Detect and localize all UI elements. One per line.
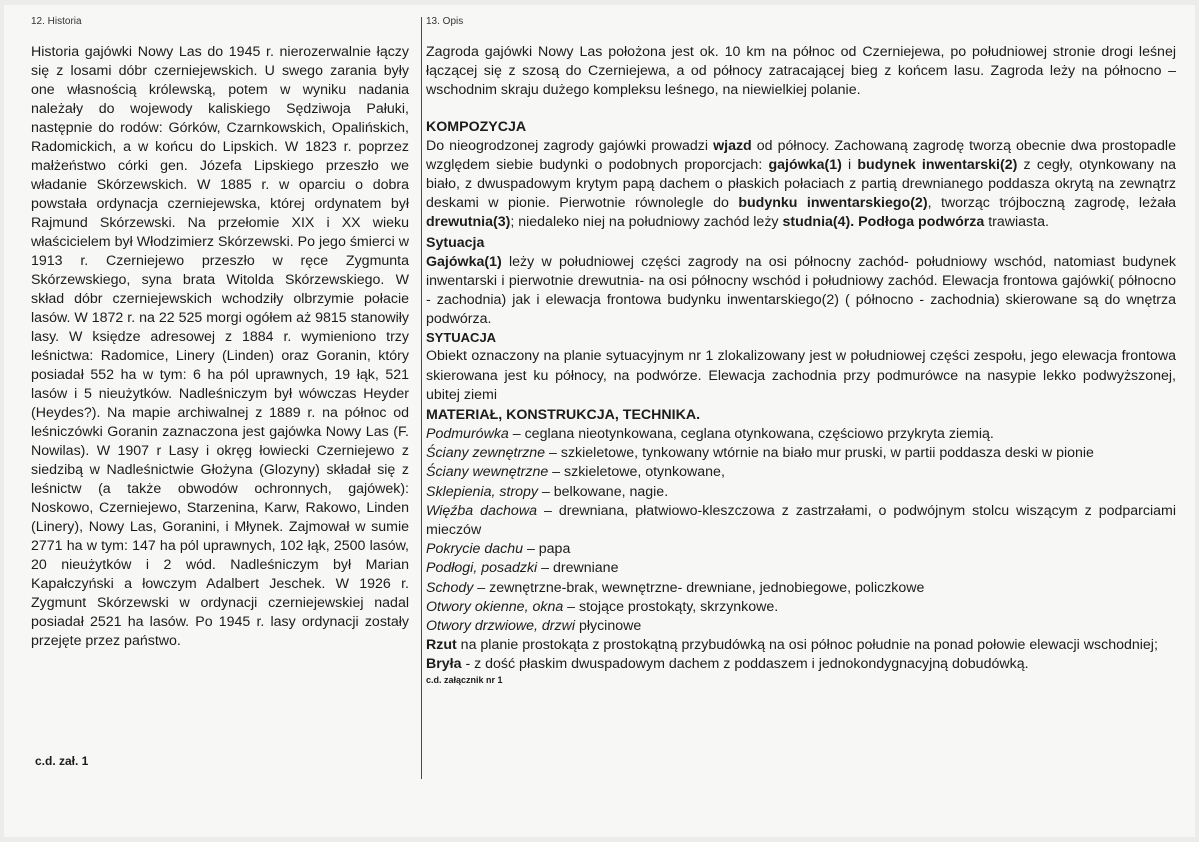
material-item: Otwory drzwiowe, drzwi płycinowe <box>426 618 642 635</box>
history-section-label: 12. Historia <box>31 16 82 27</box>
history-continued-note: c.d. zał. 1 <box>35 754 89 768</box>
description-column <box>426 16 1176 686</box>
material-list <box>426 425 1176 636</box>
column-divider <box>421 17 422 779</box>
material-item: Więźba dachowa – drewniana, płatwiowo-kleszczowa z zastrzałami, o podwójnym stolcu wiszącym z podparciami mieczów <box>426 502 1176 539</box>
description-continued-note: c.d. załącznik nr 1 <box>426 674 503 685</box>
material-item: Podłogi, posadzki – drewniane <box>426 560 619 577</box>
sytuacja-caps-paragraph: Obiekt oznaczony na planie sytuacyjnym nr 1 zlokalizowany jest w południowej części zespołu, jego elewacja frontowa skierowana jest ku północy, na podwórze. Elewacja zachodnia przy podmurówce na nasypie lekko podwyższonej, ubitej ziemi <box>426 348 1176 403</box>
material-heading: MATERIAŁ, KONSTRUKCJA, TECHNIKA. <box>426 407 701 424</box>
history-body: Historia gajówki Nowy Las do 1945 r. nierozerwalnie łączy się z losami dóbr czerniejewskich. U swego zarania były one własnością królewską, potem w wyniku nadania należały do wojewody kaliskiego Sędziwoja Pałuki, następnie do rodów: Górków, Czarnkowskich, Opalińskich, Radomickich, a w końcu do Lipskich. W 1823 r. poprzez małżeństwo córki gen. Józefa Lipskiego przeszło we władanie Skórzewskich. W 1885 r. w oparciu o dobra powstała ordynacja czerniejewska, której ordynatem był Rajmund Skórzewski. Na przełomie XIX i XX wieku właścicielem był Włodzimierz Skórzewski. Po jego śmierci w 1913 r. Czerniejewo przeszło w ręce Zygmunta Skórzewskiego, syna brata Witolda Skórzewskiego. W skład dóbr czerniejewskich wchodziły olbrzymie połacie lasów. W 1872 r. na 22 525 morgi ogółem aż 9815 stanowiły lasy. W księdze adresowej z 1884 r. wymieniono trzy leśnictwa: Radomice, Linery (Linden) oraz Goranin, który posiadał 552 ha w tym: 6 ha pól uprawnych, 19 łąk, 521 lasów i 5 nieużytków. Nadleśniczym był wówczas Heyder (Heydes?). Na mapie archiwalnej z 1889 r. na północ od leśniczówki Goranin zaznaczona jest gajówka Nowy Las (F. Nowilas). W 1907 r Lasy i okręg łowiecki Czerniejewo z siedzibą w Nadleśnictwie Głożyna (Glozyny) składał się z leśnictw (a także obwodów ochronnych, gajówek): Noskowo, Czerniejewo, Starzenina, Karw, Rakowo, Linden (Linery), Nowy Las, Goranini, i Młynek. Zajmował w sumie 2771 ha w tym: 147 ha pól uprawnych, 102 łąk, 2500 lasów, 20 nieużytków i 2 wód. Nadleśniczym był Marian Kapałczyński a łowczym Adalbert Jeschek. W 1926 r. Zygmunt Skórzewski w ordynacji czerniejewskiej nadal posiadał 2521 ha lasów. Po 1945 r. lasy ordynacji zostały przejęte przez państwo. <box>31 44 409 649</box>
intro-paragraph: Zagroda gajówki Nowy Las położona jest ok. 10 km na północ od Czerniejewa, po południowej stronie drogi leśnej łączącej się z szosą do Czerniejewa, a od północy zatracającej bieg z końcem lasu. Zagroda leży na północno – wschodnim skraju dużego kompleksu leśnego, na niewielkiej polanie. <box>426 44 1176 99</box>
description-body <box>426 43 1176 686</box>
material-item: Podmurówka – ceglana nieotynkowana, ceglana otynkowana, częściowo przykryta ziemią. <box>426 426 994 443</box>
document-sheet <box>4 5 1195 837</box>
description-section-label: 13. Opis <box>426 16 464 27</box>
bryla-paragraph: Bryła - z dość płaskim dwuspadowym dachem z poddaszem i jednokondygnacyjną dobudówką. <box>426 656 1029 673</box>
material-item: Pokrycie dachu – papa <box>426 541 571 558</box>
material-item: Ściany zewnętrzne – szkieletowe, tynkowany wtórnie na biało mur pruski, w partii poddasza deski w pionie <box>426 445 1094 462</box>
material-item: Ściany wewnętrzne – szkieletowe, otynkowane, <box>426 464 725 481</box>
material-item: Schody – zewnętrzne-brak, wewnętrzne- drewniane, jednobiegowe, policzkowe <box>426 579 925 596</box>
rzut-paragraph: Rzut na planie prostokąta z prostokątną przybudówką na osi północ południe na ponad połowie elewacji wschodniej; <box>426 637 1158 654</box>
sytuacja-heading: Sytuacja <box>426 234 485 251</box>
sytuacja-paragraph: Gajówka(1) leży w południowej części zagrody na osi północny zachód- południowy wschód, natomiast budynek inwentarski i pierwotnie drewutnia- na osi północny wschód i południowy zachód. Elewacja frontowa gajówki( północno - zachodnia) jak i elewacja frontowa budynku inwentarskiego(2) ( północno - zachodnia) skierowane są do wnętrza podwórza. <box>426 253 1176 328</box>
kompozycja-heading: KOMPOZYCJA <box>426 118 527 135</box>
kompozycja-paragraph: Do nieogrodzonej zagrody gajówki prowadzi wjazd od północy. Zachowaną zagrodę tworzą obecnie dwa prostopadle względem siebie budynki o podobnych proporcjach: gajówka(1) i budynek inwentarski(2) z cegły, otynkowany na biało, z dwuspadowym krytym papą dachem o płaskich połaciach z partią drewnianego poddasza okrytą na zewnątrz deskami w pionie. Pierwotnie równolegle do budynku inwentarskiego(2), tworząc trójboczną zagrodę, leżała drewutnia(3); niedaleko niej na południowy zachód leży studnia(4). Podłoga podwórza trawiasta. <box>426 137 1177 231</box>
history-column <box>31 16 409 651</box>
material-item: Otwory okienne, okna – stojące prostokąty, skrzynkowe. <box>426 598 779 615</box>
sytuacja-caps-heading: SYTUACJA <box>426 330 497 346</box>
material-item: Sklepienia, stropy – belkowane, nagie. <box>426 483 669 500</box>
